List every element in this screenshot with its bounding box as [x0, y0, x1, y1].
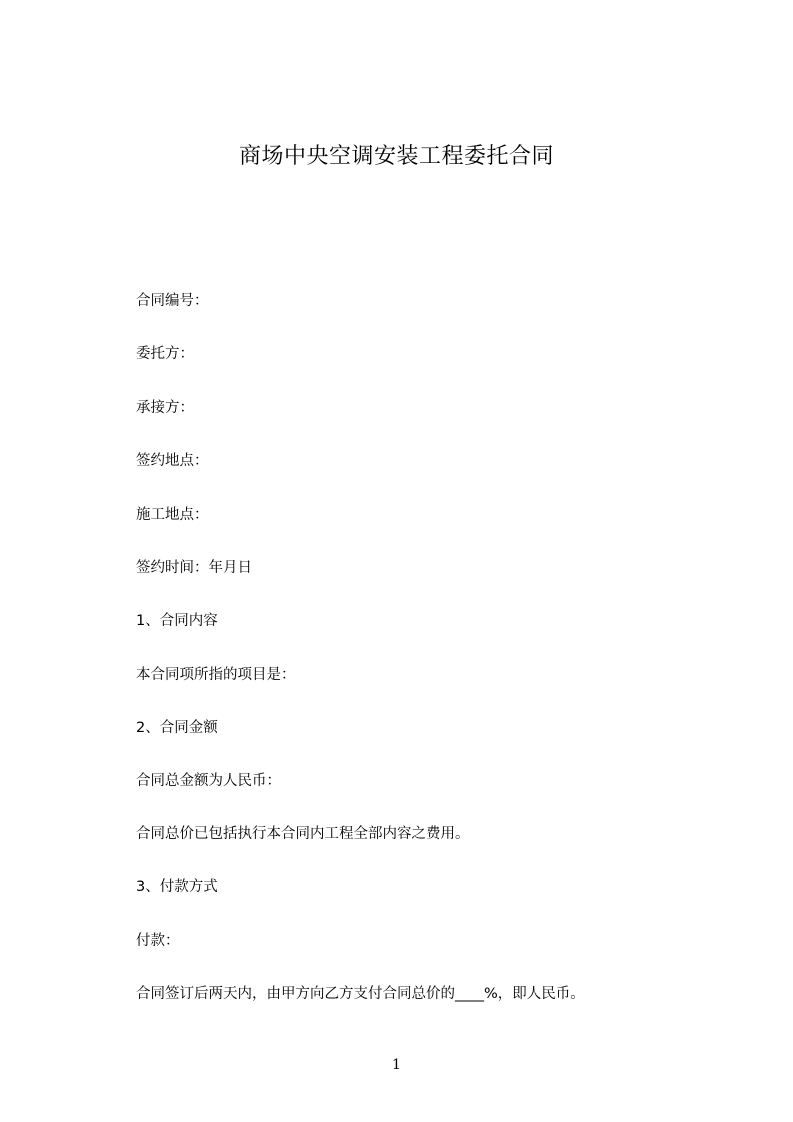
signing-place-line: 签约地点： — [136, 453, 209, 469]
section-heading-contract-amount: 2、合同金额 — [136, 720, 218, 736]
contractor-line: 承接方： — [136, 400, 194, 416]
client-line: 委托方： — [136, 346, 194, 362]
contract-number-line: 合同编号： — [136, 293, 209, 309]
construction-site-line: 施工地点： — [136, 507, 209, 523]
section-heading-payment-method: 3、付款方式 — [136, 879, 218, 895]
payment-label-line: 付款： — [136, 933, 180, 949]
project-description-line: 本合同项所指的项目是： — [136, 667, 296, 683]
total-amount-line: 合同总金额为人民币： — [136, 773, 281, 789]
section-heading-contract-content: 1、合同内容 — [136, 613, 218, 629]
page-number: 1 — [392, 1057, 401, 1073]
payment-terms-line: 合同签订后两天内，由甲方向乙方支付合同总价的____%，即人民币。 — [136, 986, 585, 1002]
price-inclusion-line: 合同总价已包括执行本合同内工程全部内容之费用。 — [136, 826, 470, 842]
signing-date-line: 签约时间：年月日 — [136, 560, 252, 576]
document-title: 商场中央空调安装工程委托合同 — [238, 144, 554, 169]
